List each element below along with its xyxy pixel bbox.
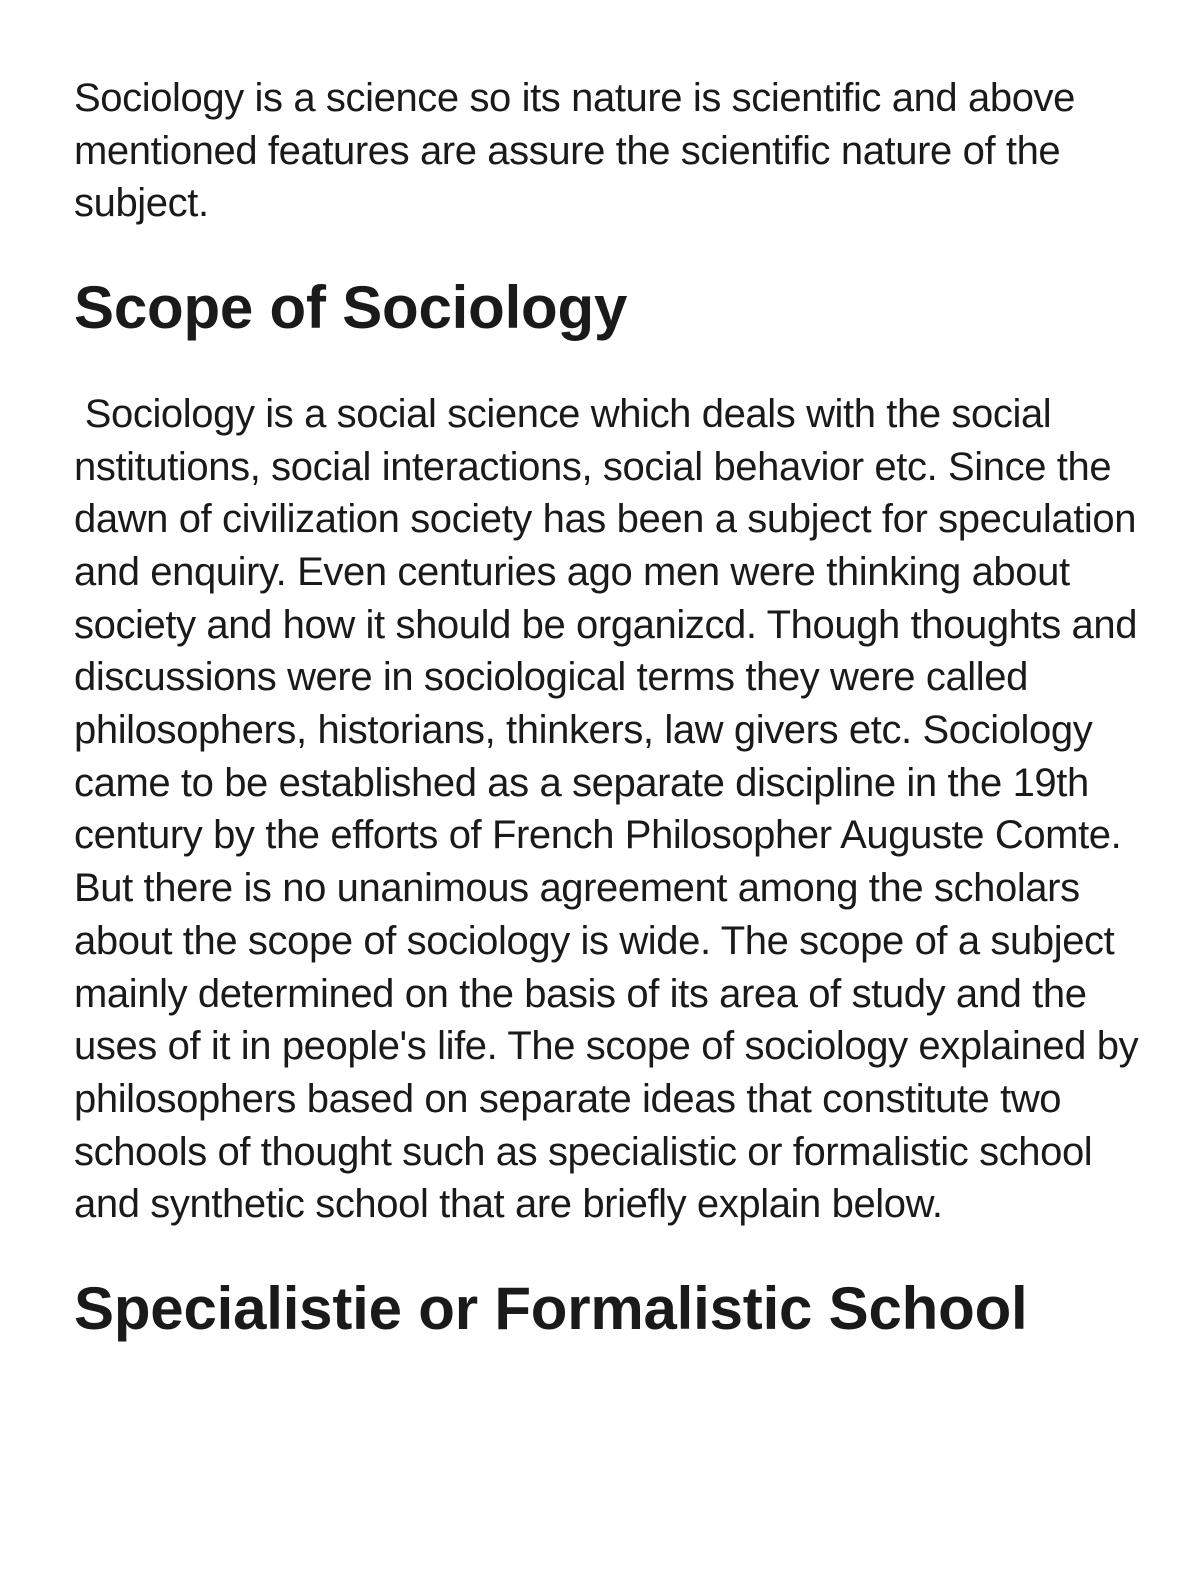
body-paragraph: Sociology is a social science which deals with the social nstitutions, social interactions, social behavior etc. Since the dawn of civilization society has been a subject for speculation and enquiry. Even centuries ago men were thinking about society and how it should be organizcd. Though thoughts and discussions were in sociological terms they were called philosophers, historians, thinkers, law givers etc. Sociology came to be established as a separate discipline in the 19th century by the efforts of French Philosopher Auguste Comte. But there is no unanimous agreement among the scholars about the scope of sociology is wide. The scope of a subject mainly determined on the basis of its area of study and the uses of it in people's life. The scope of sociology explained by philosophers based on separate ideas that constitute two schools of thought such as specialistic or formalistic school and synthetic school that are briefly explain below.: [74, 391, 1149, 1227]
document-page: [74, 72, 1164, 1343]
subsection-heading: Specialistie or Formalistic School: [74, 1275, 1028, 1343]
section-heading: Scope of Sociology: [74, 274, 628, 342]
spacer: [74, 335, 1164, 388]
intro-paragraph: Sociology is a science so its nature is scientific and above mentioned features are assure the scientific nature of the subject.: [74, 76, 1086, 226]
